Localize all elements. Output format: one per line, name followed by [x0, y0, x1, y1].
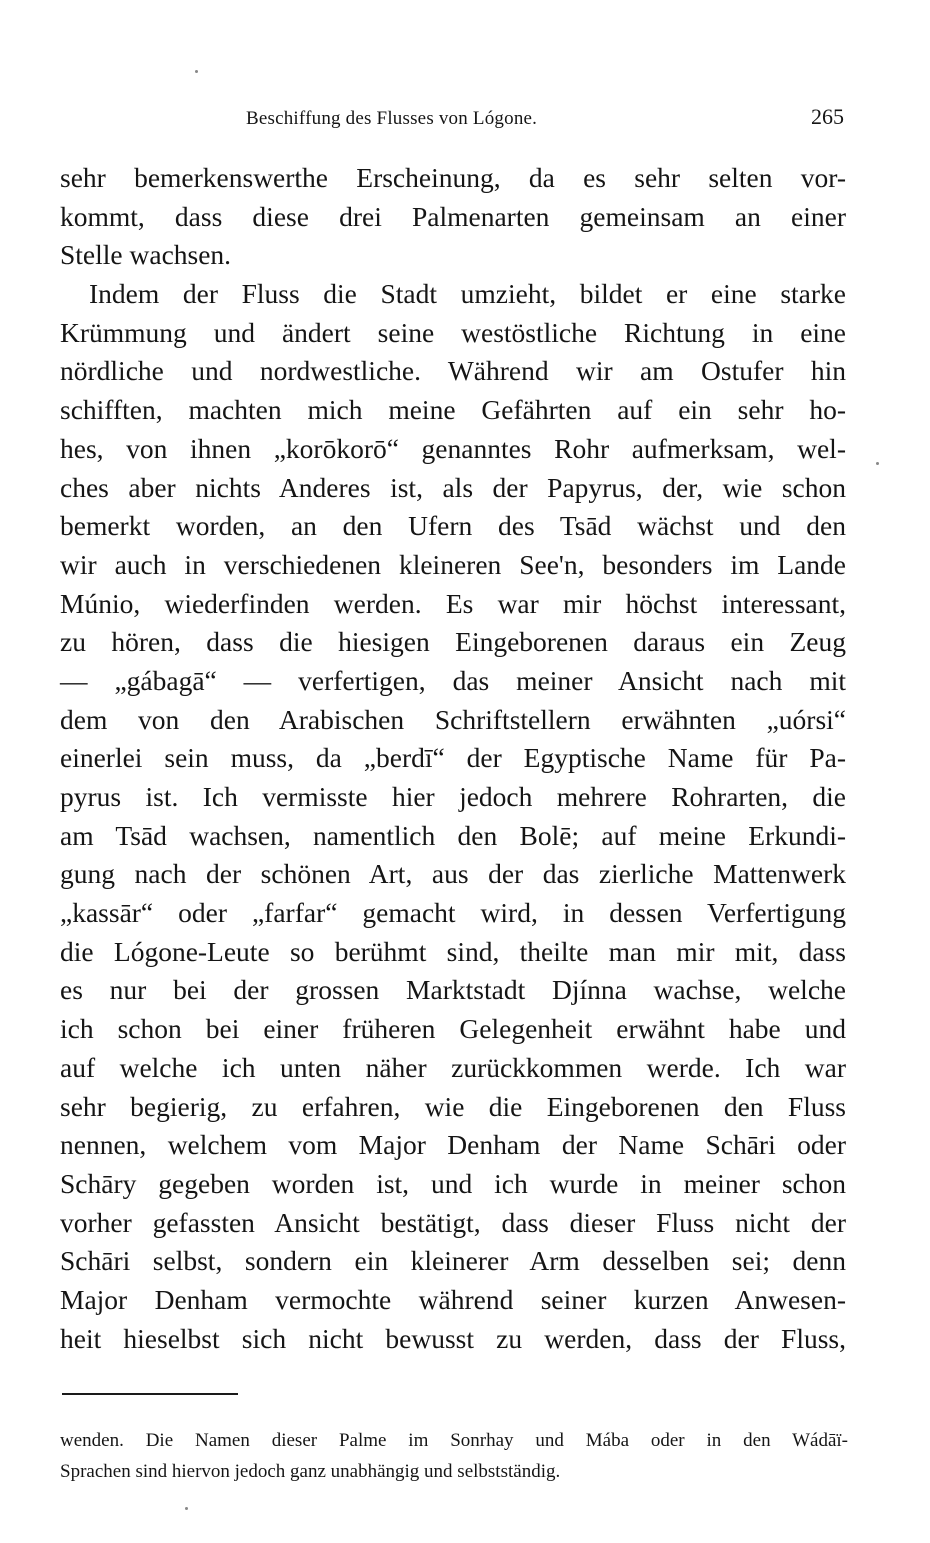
text-line: schifften, machten mich meine Gefährten auf ein sehr ho-	[60, 394, 846, 426]
text-line: pyrus ist. Ich vermisste hier jedoch mehrere Rohrarten, die	[60, 781, 846, 812]
text-line: — „gábagā“ — verfertigen, das meiner Ansicht nach mit	[60, 664, 846, 696]
text-line: „kassār“ oder „farfar“ gemacht wird, in dessen Verfertigung	[60, 897, 846, 929]
text-line: Krümmung und ändert seine westöstliche Richtung in eine	[60, 316, 846, 348]
paper-speck	[876, 462, 879, 465]
text-line: kommt, dass diese drei Palmenarten gemeinsam an einer	[60, 200, 846, 232]
footnote-line: wenden. Die Namen dieser Palme im Sonrhay und Mába oder in den Wádāï-	[60, 1430, 848, 1451]
text-line: einerlei sein muss, da „berdī“ der Egyptische Name für Pa-	[60, 742, 846, 774]
text-line: ich schon bei einer früheren Gelegenheit erwähnt habe und	[60, 1013, 846, 1045]
text-line: vorher gefassten Ansicht bestätigt, dass dieser Fluss nicht der	[60, 1206, 846, 1238]
text-line: sehr begierig, zu erfahren, wie die Eingeborenen den Fluss	[60, 1090, 846, 1122]
text-line: Schāry gegeben worden ist, und ich wurde in meiner schon	[60, 1167, 846, 1199]
paper-speck	[185, 1507, 188, 1510]
text-line: bemerkt worden, an den Ufern des Tsād wächst und den	[60, 510, 846, 542]
text-line: heit hieselbst sich nicht bewusst zu werden, dass der Fluss,	[60, 1322, 846, 1354]
text-line: Major Denham vermochte während seiner kurzen Anwesen-	[60, 1283, 846, 1315]
footnote	[60, 1425, 848, 1487]
paper-speck	[195, 70, 198, 73]
text-line: Stelle wachsen.	[60, 239, 232, 271]
text-line: gung nach der schönen Art, aus der das zierliche Mattenwerk	[60, 858, 846, 890]
text-line: zu hören, dass die hiesigen Eingeborenen daraus ein Zeug	[60, 626, 846, 658]
text-line: wir auch in verschiedenen kleineren See'n, besonders im Lande	[60, 548, 846, 580]
text-line: die Lógone-Leute so berühmt sind, theilte man mir mit, dass	[60, 935, 846, 967]
text-line: Schāri selbst, sondern ein kleinerer Arm desselben sei; denn	[60, 1245, 846, 1277]
text-line: es nur bei der grossen Marktstadt Djínna wachse, welche	[60, 974, 846, 1006]
text-line: dem von den Arabischen Schriftstellern erwähnten „uórsi“	[60, 703, 846, 735]
running-head: Beschiffung des Flusses von Lógone.	[246, 108, 538, 129]
text-line: ches aber nichts Anderes ist, als der Papyrus, der, wie schon	[60, 471, 846, 503]
text-line: Indem der Fluss die Stadt umzieht, bildet er eine starke	[89, 278, 846, 310]
footnote-separator	[62, 1393, 238, 1395]
footnote-line: Sprachen sind hiervon jedoch ganz unabhängig und selbstständig.	[60, 1461, 561, 1482]
text-line: nennen, welchem vom Major Denham der Name Schāri oder	[60, 1129, 846, 1161]
text-line: auf welche ich unten näher zurückkommen werde. Ich war	[60, 1051, 846, 1083]
page-number: 265	[811, 104, 844, 129]
text-line: nördliche und nordwestliche. Während wir am Ostufer hin	[60, 355, 846, 387]
text-line: hes, von ihnen „korōkorō“ genanntes Rohr aufmerksam, wel-	[60, 432, 846, 464]
text-line: am Tsād wachsen, namentlich den Bolē; auf meine Erkundi-	[60, 819, 846, 851]
text-line: Múnio, wiederfinden werden. Es war mir höchst interessant,	[60, 587, 846, 619]
body-text	[60, 159, 846, 1358]
text-line: sehr bemerkenswerthe Erscheinung, da es sehr selten vor-	[60, 162, 846, 193]
